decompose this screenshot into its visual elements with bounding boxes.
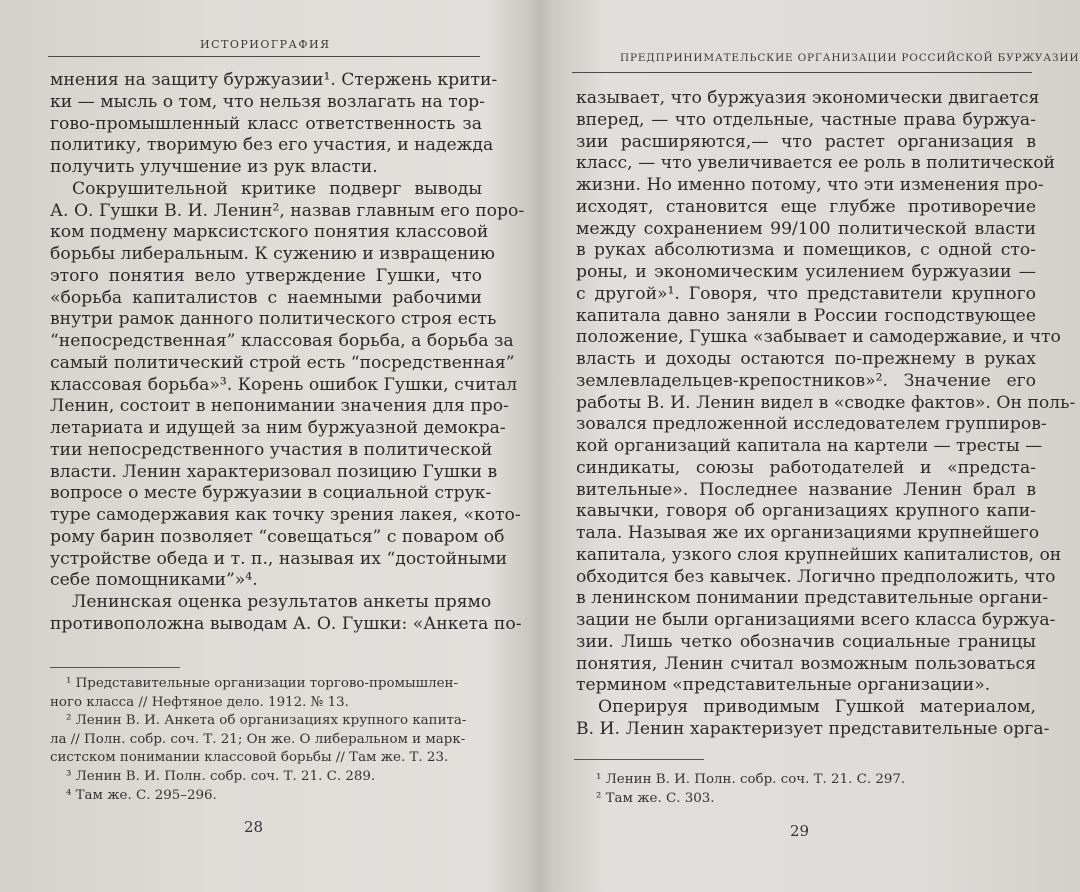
text-line: В. И. Ленин характеризует представительные орга- xyxy=(576,718,1050,739)
header-rule xyxy=(48,56,480,57)
text-line: понятия, Ленин считал возможным пользоваться xyxy=(576,653,1036,674)
text-line: Ленинская оценка результатов анкеты прямо xyxy=(72,592,492,612)
body-text xyxy=(576,88,1076,741)
text-line: капитала, узкого слоя крупнейших капиталистов, он xyxy=(576,544,1062,565)
text-line: зии. Лишь четко обозначив социальные границы xyxy=(576,631,1036,652)
text-line: исходят, становится еще глубже противоречие xyxy=(576,196,1036,217)
text-line: власть и доходы остаются по-прежнему в руках xyxy=(576,349,1036,369)
text-line: в ленинском понимании представительные органи- xyxy=(576,588,1049,609)
text-line: борьбы либеральным. К сужению и извращению xyxy=(50,244,495,264)
text-line: туре самодержавия как точку зрения лакея, «кото- xyxy=(50,505,521,525)
text-line: самый политический строй есть “посредственная” xyxy=(50,352,515,373)
header-rule xyxy=(572,72,1032,73)
text-line: «борьба капиталистов с наемными рабочими xyxy=(50,287,482,308)
text-line: казывает, что буржуазия экономически двигается xyxy=(576,88,1040,108)
text-line: Ленин, состоит в непонимании значения для про- xyxy=(50,396,509,417)
text-line: политику, творимую без его участия, и надежда xyxy=(50,135,494,156)
body-text xyxy=(50,70,525,636)
text-line: вопросе о месте буржуазии в социальной струк- xyxy=(50,483,492,504)
text-line: синдикаты, союзы работодателей и «предста- xyxy=(576,457,1036,478)
text-line: вительные». Последнее название Ленин брал в xyxy=(576,479,1036,500)
text-line: ки — мысль о том, что нельзя возлагать на тор- xyxy=(50,91,485,112)
text-line: устройстве обеда и т. п., называя их “достойными xyxy=(50,548,508,569)
text-line: обходится без кавычек. Логично предположить, что xyxy=(576,566,1056,587)
text-line: зовался предложенной исследователем группиров- xyxy=(576,414,1047,435)
text-line: рому барин позволяет “совещаться” с поваром об xyxy=(50,526,505,547)
text-line: тала. Называя же их организациями крупнейшего xyxy=(576,523,1040,543)
text-line: летариата и идущей за ним буржуазной демокра- xyxy=(50,418,506,438)
left-page xyxy=(0,0,536,892)
page-number: 29 xyxy=(790,822,810,840)
text-line: внутри рамок данного политического строя есть xyxy=(50,309,497,330)
page-number: 28 xyxy=(244,818,264,836)
text-line: получить улучшение из рук власти. xyxy=(50,157,378,177)
text-line: мнения на защиту буржуазии¹. Стержень крити- xyxy=(50,70,498,90)
text-line: класс, — что увеличивается ее роль в политической xyxy=(576,153,1055,174)
text-line: кой организаций капитала на картели — тресты — xyxy=(576,436,1043,456)
text-line: зации не были организациями всего класса буржуа- xyxy=(576,610,1056,630)
text-line: гово-промышленный класс ответственность за xyxy=(50,113,482,134)
running-head: ИСТОРИОГРАФИЯ xyxy=(200,38,331,51)
text-line: роны, и экономическим усилением буржуазии — xyxy=(576,262,1036,282)
footnote-line: ² Там же. С. 303. xyxy=(596,790,715,806)
text-line: классовая борьба»³. Корень ошибок Гушки, считал xyxy=(50,374,518,395)
text-line: себе помощниками”»⁴. xyxy=(50,570,258,591)
running-head: ПРЕДПРИНИМАТЕЛЬСКИЕ ОРГАНИЗАЦИИ РОССИЙСКОЙ БУРЖУАЗИИ xyxy=(620,52,1080,64)
text-line: А. О. Гушки В. И. Ленин², назвав главным его поро- xyxy=(50,200,525,221)
footnote-rule xyxy=(50,667,180,668)
text-line: власти. Ленин характеризовал позицию Гушки в xyxy=(50,461,498,482)
footnote-line: ⁴ Там же. С. 295–296. xyxy=(66,787,217,803)
footnote-line: ного класса // Нефтяное дело. 1912. № 13. xyxy=(50,694,349,710)
text-line: Оперируя приводимым Гушкой материалом, xyxy=(598,697,1036,717)
text-line: между сохранением 99/100 политической власти xyxy=(576,218,1036,239)
footnote-line: систском понимании классовой борьбы // Там же. Т. 23. xyxy=(50,750,449,766)
text-line: кавычки, говоря об организациях крупного капи- xyxy=(576,501,1036,522)
text-line: землевладельцев-крепостников»². Значение его xyxy=(576,370,1036,391)
text-line: “непосредственная” классовая борьба, а борьба за xyxy=(50,331,514,351)
text-line: жизни. Но именно потому, что эти изменения про- xyxy=(576,175,1044,195)
text-line: работы В. И. Ленин видел в «сводке фактов». Он поль- xyxy=(576,392,1076,413)
text-line: положение, Гушка «забывает и самодержавие, и что xyxy=(576,327,1061,348)
footnotes xyxy=(50,675,482,805)
footnote-rule xyxy=(574,759,704,760)
text-line: ком подмену марксистского понятия классовой xyxy=(50,222,489,243)
text-line: термином «представительные организации». xyxy=(576,675,991,696)
footnotes xyxy=(596,771,1016,808)
footnote-line: ¹ Представительные организации торгово-промышлен- xyxy=(66,676,458,691)
text-line: тии непосредственного участия в политической xyxy=(50,439,493,460)
text-line: с другой»¹. Говоря, что представители крупного xyxy=(576,283,1036,304)
text-line: зии расширяются,— что растет организация в xyxy=(576,131,1036,152)
text-line: вперед, — что отдельные, частные права буржуа- xyxy=(576,109,1036,130)
text-line: противоположна выводам А. О. Гушки: «Анкета по- xyxy=(50,613,522,634)
text-line: в руках абсолютизма и помещиков, с одной сто- xyxy=(576,240,1036,261)
footnote-line: ³ Ленин В. И. Полн. собр. соч. Т. 21. С. 289. xyxy=(66,768,376,784)
text-line: капитала давно заняли в России господствующее xyxy=(576,305,1036,326)
footnote-line: ² Ленин В. И. Анкета об организациях крупного капита- xyxy=(66,713,467,729)
text-line: этого понятия вело утверждение Гушки, что xyxy=(50,265,482,286)
footnote-line: ¹ Ленин В. И. Полн. собр. соч. Т. 21. С. 297. xyxy=(596,772,906,787)
right-page xyxy=(540,0,1080,892)
footnote-line: ла // Полн. собр. соч. Т. 21; Он же. О либеральном и марк- xyxy=(50,731,466,747)
text-line: Сокрушительной критике подверг выводы xyxy=(72,178,482,199)
